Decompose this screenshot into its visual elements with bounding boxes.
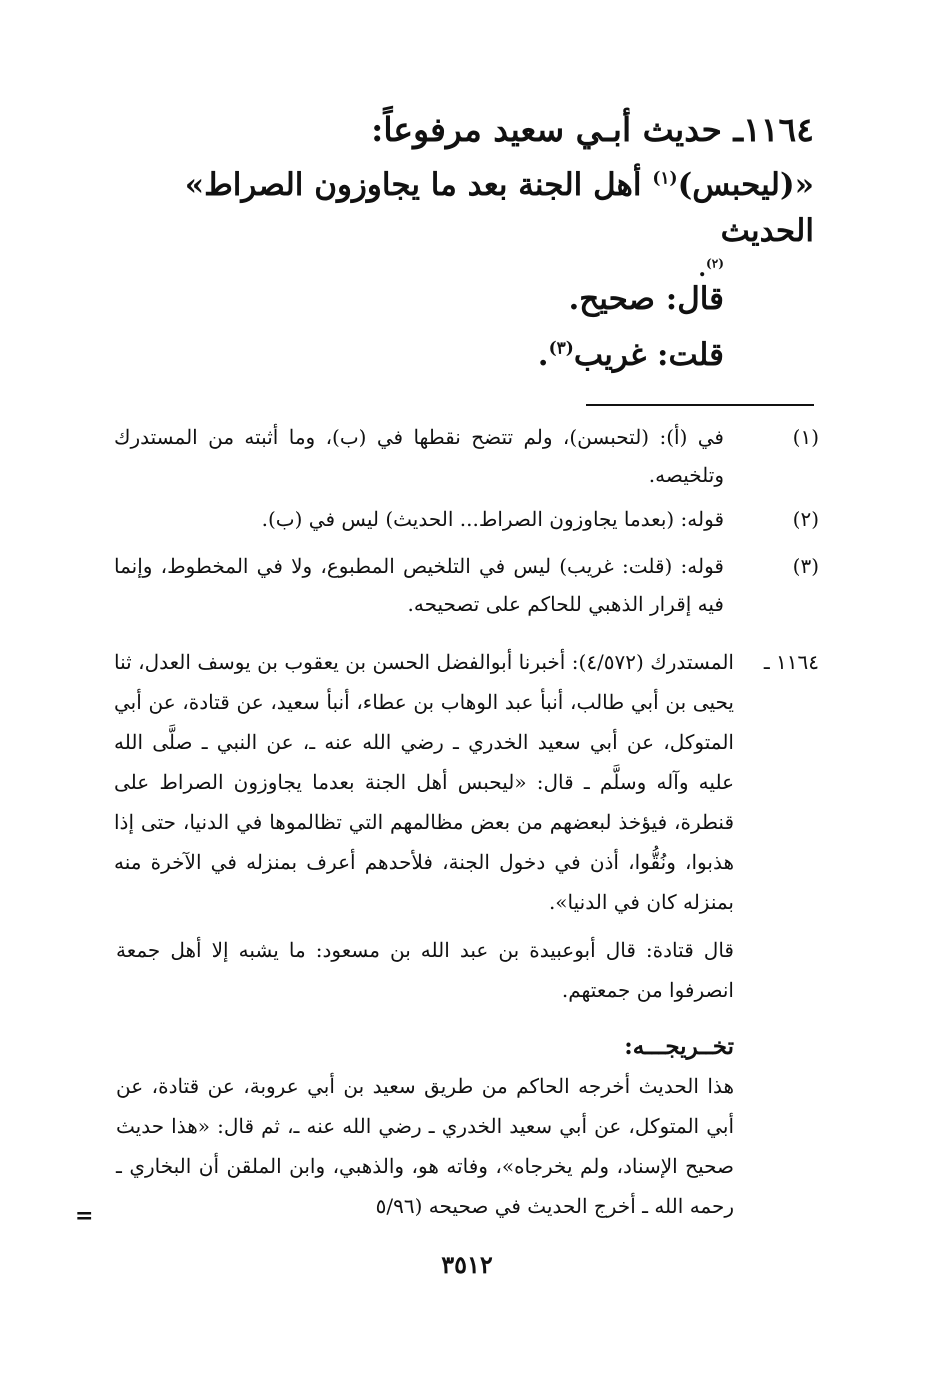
ruling-qultu-end: .	[537, 337, 549, 373]
footnote-ref-1: (١)	[652, 168, 678, 189]
hadith-text-start: «(ليحبس)	[677, 167, 814, 203]
takhrij-text: هذا الحديث أخرجه الحاكم من طريق سعيد بن أبي عروبة، عن قتادة، عن أبي المتوكل، عن أبي سعيد الخدري ـ رضي الله عنه ـ، ثم قال: «هذا حديث صحيح الإسناد، ولم يخرجاه»، وفاته هو، والذهبي، وابن الملقن أن البخاري ـ رحمه الله ـ أخرج الحديث في صحيحه (٥/٩٦	[116, 1074, 734, 1218]
ruling-qala: قال: صحيح.	[568, 281, 724, 317]
hadith-text	[114, 162, 814, 284]
footnote-ref-2: (٢)	[706, 256, 724, 271]
page-number: ٣٥١٢	[441, 1250, 493, 1279]
footnote	[114, 500, 819, 538]
footnote-text: قوله: (قلت: غريب) ليس في التلخيص المطبوع، ولا في المخطوط، وإنما فيه إقرار الذهبي للحاكم على تصحيحه.	[114, 554, 724, 616]
footnote-ref-3: (٣)	[548, 338, 574, 359]
footnote-number: (١)	[792, 425, 819, 449]
ruling-qultu-text: قلت: غريب	[573, 337, 724, 373]
footnote-number: (٢)	[792, 507, 819, 531]
qatada-paragraph: قال قتادة: قال أبوعبيدة بن عبد الله بن مسعود: ما يشبه إلا أهل جمعة انصرفوا من جمعتهم.	[116, 938, 734, 1002]
hadith-text-end: .	[698, 256, 707, 282]
hadith-text-rest: أهل الجنة بعد ما يجاوزون الصراط» الحديث	[184, 167, 814, 249]
footnote-text: في (أ): (لتحبسن)، ولم تتضح نقطها في (ب)، وما أثبته من المستدرك وتلخيصه.	[114, 425, 724, 487]
commentary-section	[114, 642, 819, 922]
footnote	[114, 418, 819, 494]
takhrij-title: تخــريجـــه:	[624, 1033, 734, 1060]
commentary-text: المستدرك (٤/٥٧٢): أخبرنا أبوالفضل الحسن بن يعقوب بن يوسف العدل، ثنا يحيى بن أبي طالب، أنبأ عبد الوهاب بن عطاء، أنبأ سعيد، عن قتادة، عن أبي المتوكل، عن أبي سعيد الخدري ـ رضي الله عنه ـ، عن النبي ـ صلَّى الله عليه وآله وسلَّم ـ قال: «ليحبس أهل الجنة بعدما يجاوزون الصراط على قنطرة، فيؤخذ لبعضهم من بعض مظالمهم التي تظالموها في الدنيا، حتى إذا هذبوا، ونُقُّوا، أذن في دخول الجنة، فلأحدهم أعرف بمنزله في الآخرة منه بمنزله كان في الدنيا».	[114, 650, 734, 914]
footnote	[114, 547, 819, 623]
footnote-number: (٣)	[792, 554, 819, 578]
continuation-mark: =	[75, 1203, 94, 1229]
commentary-number: ١١٦٤ ـ	[763, 650, 819, 674]
footnote-text: قوله: (بعدما يجاوزون الصراط... الحديث) ليس في (ب).	[261, 507, 724, 531]
hadith-heading: ١١٦٤ـ حديث أبـي سعيد مرفوعاً:	[371, 110, 814, 149]
ruling-qultu	[224, 332, 724, 378]
footnote-separator	[586, 404, 814, 406]
